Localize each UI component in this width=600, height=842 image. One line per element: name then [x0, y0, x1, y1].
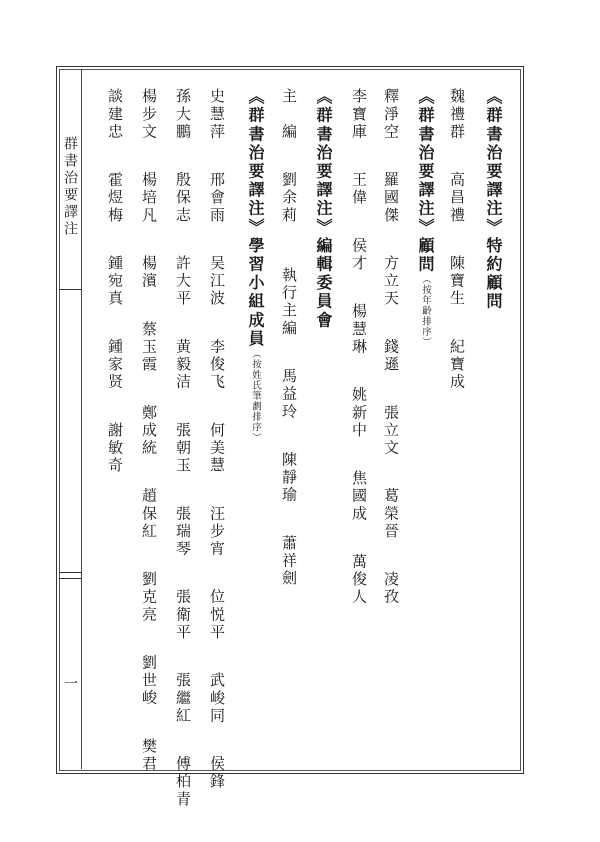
study-group-member: 劉世峻 [140, 654, 158, 708]
study-group-member: 殷保志 [174, 171, 192, 225]
study-group-member: 楊濱 [140, 254, 158, 291]
advisor: 葛榮晉 [382, 487, 400, 541]
advisors-heading-column [414, 88, 436, 728]
study-group-member: 武峻同 [208, 671, 226, 725]
special-advisors-heading: 《群書治要譯注》特約顧問 [484, 88, 503, 312]
advisors-heading: 《群書治要譯注》顧問 [416, 88, 435, 274]
study-group-member: 楊步文 [140, 88, 158, 141]
advisor: 王偉 [350, 171, 368, 207]
special-advisor: 陳寶生 [448, 254, 466, 308]
study-group-member: 張繼紅 [174, 671, 192, 725]
study-group-member: 鄭成統 [140, 404, 158, 457]
advisor: 凌孜 [382, 570, 400, 607]
editorial-board-heading-column [312, 88, 334, 728]
study-group-member: 位悦平 [208, 588, 226, 642]
study-group-member: 侯鋒 [208, 755, 226, 791]
special-advisors-heading-column [482, 88, 504, 728]
page-number: 一 [62, 676, 78, 690]
advisor: 方立天 [382, 254, 400, 308]
advisor: 錢遜 [382, 338, 400, 374]
study-group-member: 何美慧 [208, 421, 226, 475]
study-group-member: 蔡玉霞 [140, 320, 158, 374]
running-title: 群書治要譯注 [62, 136, 78, 238]
advisor: 羅國傑 [382, 171, 400, 225]
executive-editor: 陳靜瑜 [280, 451, 298, 505]
executive-editor-label: 執行主編 [280, 266, 298, 338]
study-group-member: 張瑞琴 [174, 505, 192, 558]
study-group-heading-column [244, 88, 266, 728]
study-group-member: 樊君 [140, 737, 158, 773]
executive-editor: 馬益玲 [280, 367, 298, 421]
special-advisors-column [446, 88, 468, 728]
study-group-column [138, 88, 160, 773]
editorial-board-heading: 《群書治要譯注》編輯委員會 [314, 88, 333, 330]
study-group-member: 邢會雨 [208, 171, 226, 225]
advisor: 李寶庫 [350, 88, 368, 141]
study-group-member: 劉克亮 [140, 570, 158, 624]
study-group-member: 鍾家贤 [106, 338, 124, 392]
study-group-member: 談建忠 [106, 88, 124, 141]
advisor: 釋淨空 [382, 88, 400, 141]
study-group-member: 許大平 [174, 254, 192, 308]
gutter-mark [59, 572, 81, 573]
study-group-member: 孫大鵬 [174, 88, 192, 141]
study-group-member: 霍煜梅 [106, 171, 124, 225]
study-group-member: 黄毅洁 [174, 338, 192, 392]
editors-column [278, 88, 300, 728]
gutter-divider [81, 69, 82, 769]
study-group-member: 張朝玉 [174, 421, 192, 475]
advisor: 張立文 [382, 404, 400, 457]
advisors-sort-note: （按年齡排序） [420, 274, 431, 348]
study-group-member: 史慧萍 [208, 88, 226, 141]
gutter-mark [59, 578, 81, 579]
gutter-mark [59, 289, 81, 290]
study-group-member: 謝敏奇 [106, 421, 124, 475]
study-group-heading: 《群書治要譯注》學習小組成員 [246, 88, 265, 349]
advisors-column [348, 88, 370, 728]
study-group-member: 楊培凡 [140, 171, 158, 225]
advisor: 姚新中 [350, 386, 368, 440]
chief-editor: 劉余莉 [280, 171, 298, 225]
advisor: 焦國成 [350, 469, 368, 523]
study-group-column [206, 88, 228, 791]
advisor: 楊慧琳 [350, 303, 368, 356]
study-group-sort-note: （按姓氏筆劃排序） [250, 348, 261, 443]
study-group-member: 李俊飞 [208, 338, 226, 392]
study-group-member: 鍾宛真 [106, 254, 124, 308]
study-group-member: 趙保紅 [140, 487, 158, 541]
study-group-member: 吴江波 [208, 254, 226, 308]
study-group-column [172, 88, 194, 809]
chief-editor-label: 主 編 [280, 88, 298, 141]
special-advisor: 魏禮群 [448, 88, 466, 141]
executive-editor: 蕭祥劍 [280, 534, 298, 588]
special-advisor: 高昌禮 [448, 171, 466, 225]
advisor: 侯才 [350, 237, 368, 273]
special-advisor: 紀寶成 [448, 338, 466, 392]
study-group-member: 汪步宵 [208, 505, 226, 558]
study-group-member: 張衛平 [174, 588, 192, 642]
study-group-column [104, 88, 126, 728]
advisors-column [380, 88, 402, 728]
advisor: 萬俊人 [350, 553, 368, 607]
study-group-member: 傅柏青 [174, 755, 192, 809]
